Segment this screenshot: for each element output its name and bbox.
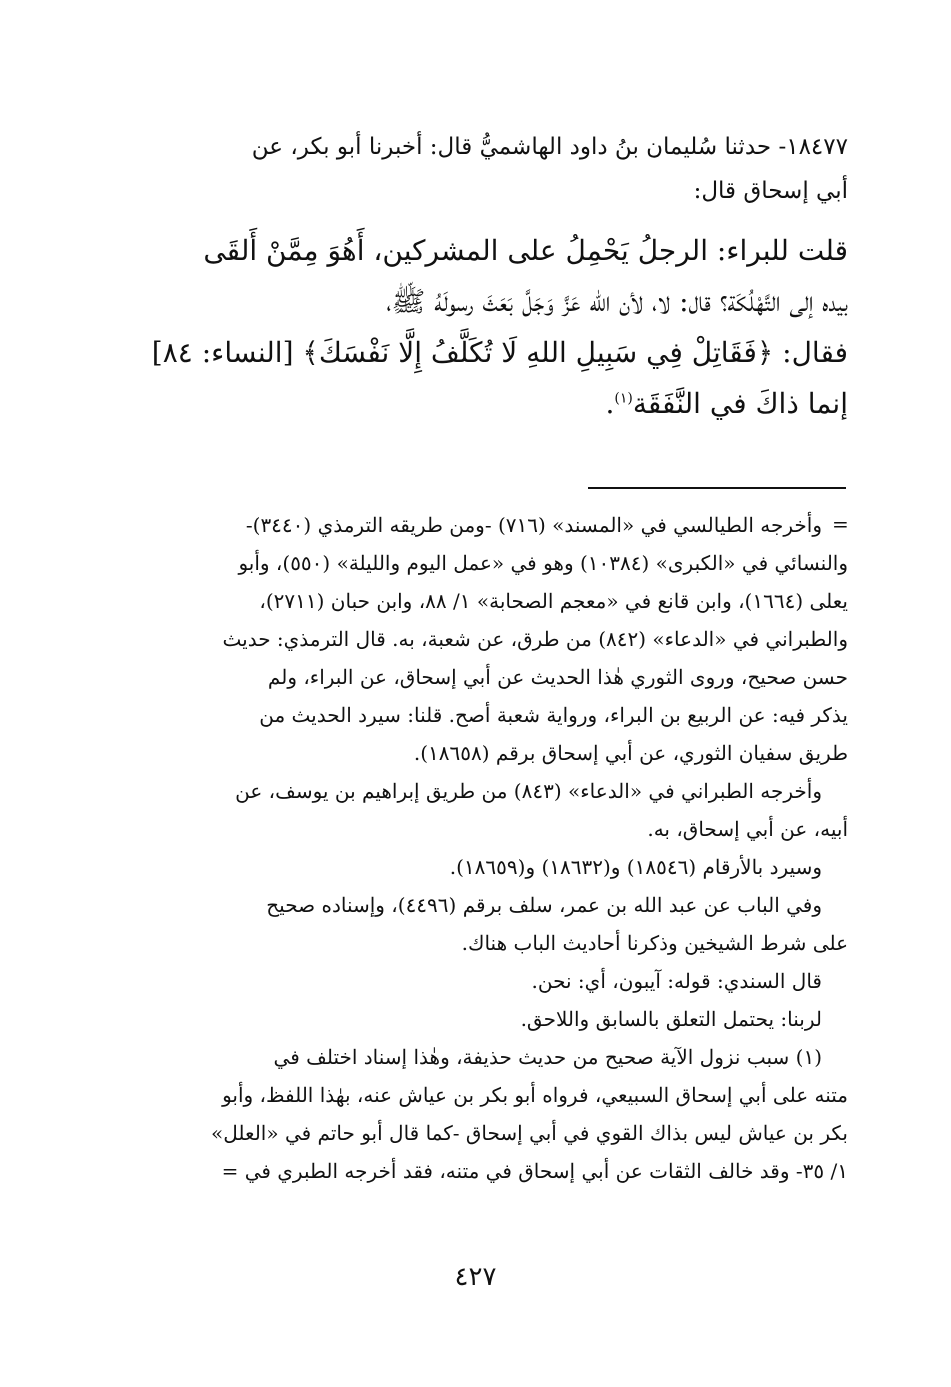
footnote-line: قال السندي: قوله: آيبون، أي: نحن. bbox=[531, 969, 822, 993]
matn-line-end: . bbox=[605, 387, 615, 420]
footnote-1-line: متنه على أبي إسحاق السبيعي، فرواه أبو بكر بن عياش عنه، بهٰذا اللفظ، وأبو bbox=[222, 1083, 848, 1107]
footnote-line: والطبراني في «الدعاء» (٨٤٢) من طرق، عن شعبة، به. قال الترمذي: حديث bbox=[222, 627, 848, 651]
footnote-line: وأخرجه الطبراني في «الدعاء» (٨٤٣) من طريق إبراهيم بن يوسف، عن bbox=[235, 779, 822, 803]
matn-line bbox=[128, 378, 848, 429]
footnote-line: طريق سفيان الثوري، عن أبي إسحاق برقم (١٨٦٥٨). bbox=[413, 741, 848, 765]
footnote-line: يذكر فيه: عن الربيع بن البراء، ورواية شعبة أصح. قلنا: سيرد الحديث من bbox=[259, 703, 848, 727]
footnote-1-line: بكر بن عياش ليس بذاك القوي في أبي إسحاق -كما قال أبو حاتم في «العلل» bbox=[211, 1121, 848, 1145]
page-number: ٤٢٧ bbox=[454, 1262, 497, 1292]
footnote-separator bbox=[588, 487, 846, 489]
footnote-line: وفي الباب عن عبد الله بن عمر، سلف برقم (٤٤٩٦)، وإسناده صحيح bbox=[266, 893, 822, 917]
hadith-matn bbox=[128, 225, 848, 429]
footnote-line: على شرط الشيخين وذكرنا أحاديث الباب هناك. bbox=[461, 931, 848, 955]
footnote-line: أبيه، عن أبي إسحاق، به. bbox=[647, 817, 848, 841]
footnote-reference[interactable]: (١) bbox=[614, 390, 633, 407]
footnote-line: وسيرد بالأرقام (١٨٥٤٦) و(١٨٦٣٢) و(١٨٦٥٩). bbox=[449, 855, 822, 879]
footnote-1-line: ١/ ٣٥- وقد خالف الثقات عن أبي إسحاق في متنه، فقد أخرجه الطبري في = bbox=[221, 1159, 848, 1183]
isnad-line: أبي إسحاق قال: bbox=[693, 178, 848, 204]
matn-line-text: إنما ذاكَ في النَّفَقَة bbox=[632, 387, 848, 420]
footnote-line: حسن صحيح، وروى الثوري هٰذا الحديث عن أبي إسحاق، عن البراء، ولم bbox=[267, 665, 848, 689]
isnad-line: ١٨٤٧٧- حدثنا سُليمان بنُ داود الهاشميُّ قال: أخبرنا أبو بكر، عن bbox=[251, 134, 848, 160]
footnote-1-line: (١) سبب نزول الآية صحيح من حديث حذيفة، وهٰذا إسناد اختلف في bbox=[273, 1045, 822, 1069]
footnote-line: لربنا: يحتمل التعلق بالسابق واللاحق. bbox=[520, 1007, 822, 1031]
continuation-mark: = bbox=[832, 512, 849, 536]
footnote-line: يعلى (١٦٦٤)، وابن قانع في «معجم الصحابة» ١/ ٨٨، وابن حبان (٢٧١١)، bbox=[259, 589, 848, 613]
matn-line: بيده إلى التَّهْلُكَة؟ قال: لا، لأن الله عَزَّ وَجَلَّ بَعَثَ رسولَهُ ﷺ، bbox=[386, 285, 848, 318]
footnotes-section bbox=[128, 506, 848, 1190]
footnote-line: وأخرجه الطيالسي في «المسند» (٧١٦) -ومن طريقه الترمذي (٣٤٤٠)- bbox=[245, 513, 822, 537]
matn-line: فقال: ﴿فَقَاتِلْ فِي سَبِيلِ اللهِ لَا تُكَلَّفُ إِلَّا نَفْسَكَ﴾ [النساء: ٨٤] bbox=[151, 336, 848, 369]
matn-line: قلت للبراء: الرجلُ يَحْمِلُ على المشركين، أَهُوَ مِمَّنْ أَلقَى bbox=[203, 234, 848, 267]
hadith-isnad bbox=[128, 125, 848, 213]
footnote-line: والنسائي في «الكبرى» (١٠٣٨٤) وهو في «عمل اليوم والليلة» (٥٥٠)، وأبو bbox=[238, 551, 848, 575]
